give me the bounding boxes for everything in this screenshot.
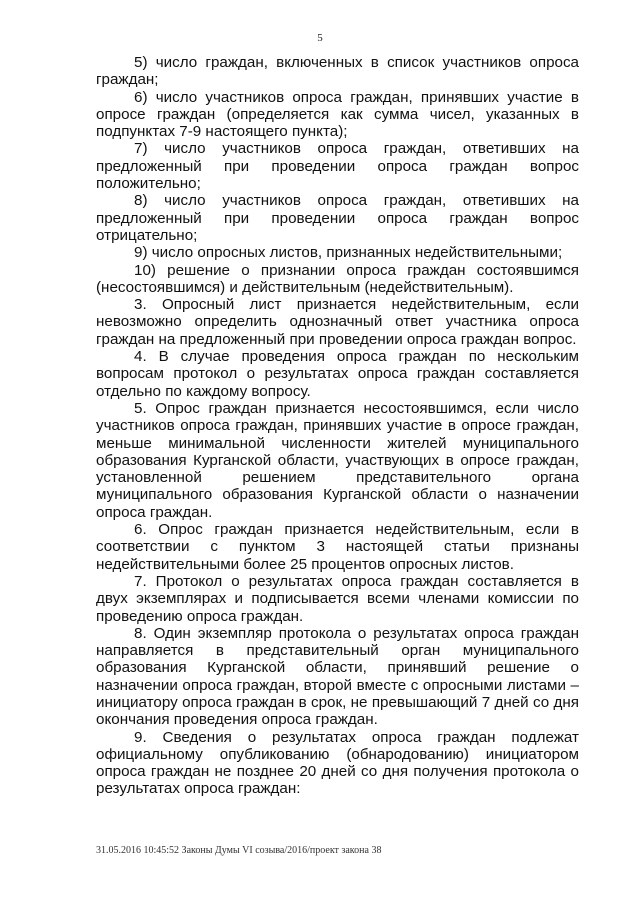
paragraph-item-7: 7) число участников опроса граждан, ответивших на предложенный при проведении опроса граждан вопрос положительно; [96,140,579,193]
paragraph-clause-4: 4. В случае проведения опроса граждан по нескольким вопросам протокол о результатах опроса граждан составляется отдельно по каждому вопросу. [96,348,579,400]
paragraph-item-6: 6) число участников опроса граждан, принявших участие в опросе граждан (определяется как сумма чисел, указанных в подпунктах 7-9 настоящего пункта); [96,88,579,141]
document-footer: 31.05.2016 10:45:52 Законы Думы VI созыва/2016/проект закона 38 [96,845,382,856]
paragraph-item-5: 5) число граждан, включенных в список участников опроса граждан; [96,54,579,89]
paragraph-item-10: 10) решение о признании опроса граждан состоявшимся (несостоявшимся) и действительным (недействительным). [96,261,579,296]
document-body [96,54,579,798]
paragraph-clause-5: 5. Опрос граждан признается несостоявшимся, если число участников опроса граждан, принявших участие в опросе граждан, меньше минимальной численности жителей муниципального образования Курганской области, участвующих в опросе граждан, установленной решением представительного органа муниципального образования Курганской области о назначении опроса граждан. [96,399,579,521]
paragraph-clause-7: 7. Протокол о результатах опроса граждан составляется в двух экземплярах и подписывается всеми членами комиссии по проведению опроса граждан. [96,572,579,625]
paragraph-item-9: 9) число опросных листов, признанных недействительными; [134,244,563,262]
page-number: 5 [317,32,323,44]
paragraph-clause-8: 8. Один экземпляр протокола о результатах опроса граждан направляется в представительный орган муниципального образования Курганской области, принявший решение о назначении опроса граждан, второй вместе с опросными листами – инициатору опроса граждан в срок, не превышающий 7 дней со дня окончания проведения опроса граждан. [96,624,579,729]
paragraph-clause-9: 9. Сведения о результатах опроса граждан подлежат официальному опубликованию (обнародованию) инициатором опроса граждан не позднее 20 дней со дня получения протокола о результатах опроса граждан: [96,728,579,798]
paragraph-clause-3: 3. Опросный лист признается недействительным, если невозможно определить однозначный ответ участника опроса граждан на предложенный при проведении опроса граждан вопрос. [96,296,579,348]
paragraph-clause-6: 6. Опрос граждан признается недействительным, если в соответствии с пунктом 3 настоящей статьи признаны недействительными более 25 процентов опросных листов. [96,521,579,573]
paragraph-item-8: 8) число участников опроса граждан, ответивших на предложенный при проведении опроса граждан вопрос отрицательно; [96,192,579,244]
